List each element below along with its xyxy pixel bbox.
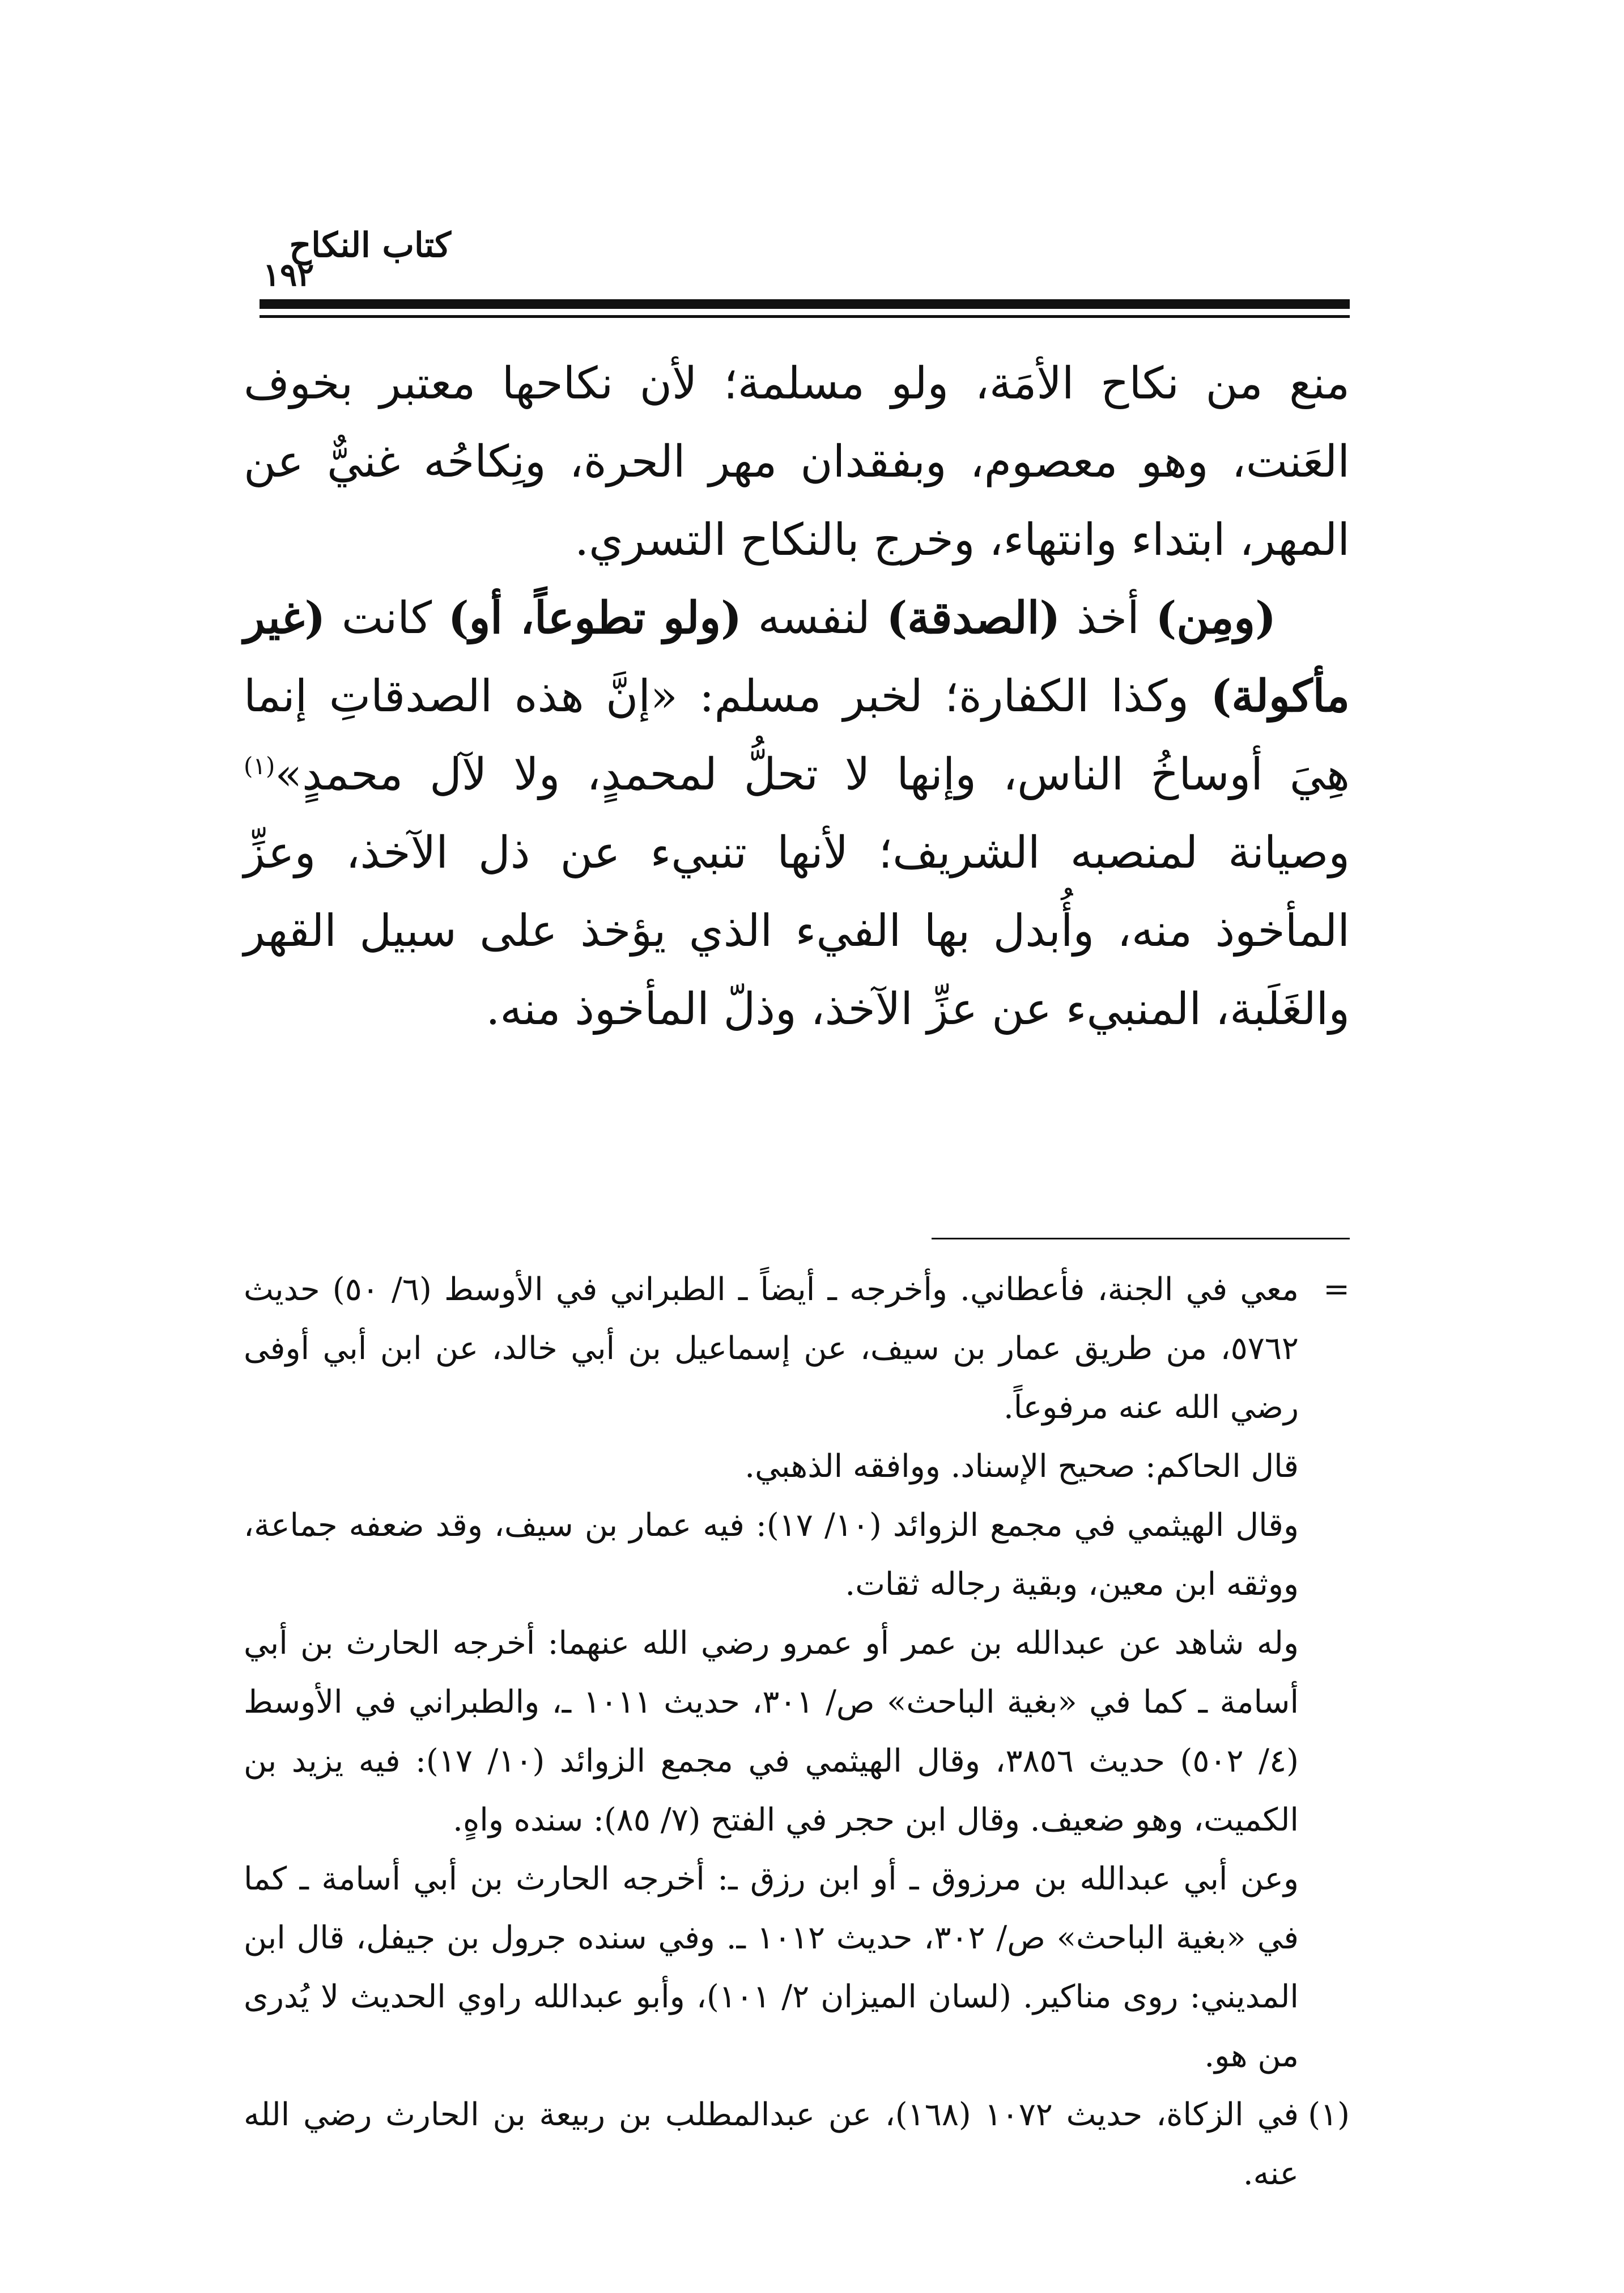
footnote-text: وقال الهيثمي في مجمع الزوائد (١٠/ ١٧): فيه عمار بن سيف، وقد ضعفه جماعة، ووثقه ابن معين، وبقية رجاله ثقات. xyxy=(244,1507,1299,1603)
footnote-paragraph xyxy=(244,1614,1350,1850)
text-run: وصيانة لمنصبه الشريف؛ لأنها تنبيء عن ذل الآخذ، وعزِّ المأخوذ منه، وأُبدل بها الفيء الذي يؤخذ على سبيل القهر والغَلَبة، المنبيء عن عزِّ الآخذ، وذلّ المأخوذ منه. xyxy=(244,827,1350,1035)
bold-phrase: (ومِن) xyxy=(1155,592,1277,644)
bold-phrase: (غير مأكولة) xyxy=(244,592,1350,722)
text-run: كانت xyxy=(325,593,448,644)
footnote-text: قال الحاكم: صحيح الإسناد. ووافقه الذهبي. xyxy=(745,1448,1299,1485)
running-title: كتاب النكاح xyxy=(289,226,451,265)
footnote-text: في الزكاة، حديث ١٠٧٢ (١٦٨)، عن عبدالمطلب بن ربيعة بن الحارث رضي الله عنه. xyxy=(244,2096,1299,2192)
footnote-reference[interactable]: (١) xyxy=(244,752,275,780)
footnote-number: (١) xyxy=(1308,2096,1350,2133)
bold-phrase: (الصدقة) xyxy=(886,592,1061,644)
footnotes xyxy=(244,1260,1350,2203)
footnote-separator xyxy=(932,1238,1350,1239)
paragraph-2 xyxy=(244,579,1350,1048)
footnote-continuation xyxy=(244,1260,1350,1437)
footnote-paragraph xyxy=(244,1437,1350,1496)
footnote-1 xyxy=(244,2086,1350,2203)
main-text xyxy=(244,345,1350,1048)
text-run: أخذ xyxy=(1060,593,1156,644)
continuation-marker: = xyxy=(1323,1271,1350,1308)
text-run: وكذا الكفارة؛ لخبر مسلم: «إنَّ هذه الصدقاتِ إنما هِيَ أوساخُ الناس، وإنها لا تحلُّ لمحمدٍ، ولا لآل محمدٍ» xyxy=(244,671,1350,800)
bold-phrase: (ولو تطوعاً، أو) xyxy=(448,592,742,644)
header-rule-thick xyxy=(260,299,1350,309)
page-number: ١٩٢ xyxy=(263,256,314,294)
footnote-paragraph xyxy=(244,1496,1350,1614)
text-run: لنفسه xyxy=(742,593,887,644)
footnote-text: وعن أبي عبدالله بن مرزوق ـ أو ابن رزق ـ: أخرجه الحارث بن أبي أسامة ـ كما في «بغية الباحث» ص/ ٣٠٢، حديث ١٠١٢ ـ. وفي سنده جرول بن جيفل، قال ابن المديني: روى مناكير. (لسان الميزان ٢/ ١٠١)، وأبو عبدالله راوي الحديث لا يُدرى من هو. xyxy=(244,1861,1299,2074)
paragraph-1: منع من نكاح الأمَة، ولو مسلمة؛ لأن نكاحها معتبر بخوف العَنت، وهو معصوم، وبفقدان مهر الحرة، ونِكاحُه غنيٌّ عن المهر، ابتداء وانتهاء، وخرج بالنكاح التسري. xyxy=(244,358,1350,566)
footnote-paragraph xyxy=(244,1850,1350,2086)
footnote-text: معي في الجنة، فأعطاني. وأخرجه ـ أيضاً ـ الطبراني في الأوسط (٦/ ٥٠) حديث ٥٧٦٢، من طريق عمار بن سيف، عن إسماعيل بن أبي خالد، عن ابن أبي أوفى رضي الله عنه مرفوعاً. xyxy=(244,1271,1299,1426)
footnote-text: وله شاهد عن عبدالله بن عمر أو عمرو رضي الله عنهما: أخرجه الحارث بن أبي أسامة ـ كما في «بغية الباحث» ص/ ٣٠١، حديث ١٠١١ ـ، والطبراني في الأوسط (٤/ ٥٠٢) حديث ٣٨٥٦، وقال الهيثمي في مجمع الزوائد (١٠/ ١٧): فيه يزيد بن الكميت، وهو ضعيف. وقال ابن حجر في الفتح (٧/ ٨٥): سنده واهٍ. xyxy=(244,1625,1299,1838)
header-rule-thin xyxy=(260,315,1350,318)
